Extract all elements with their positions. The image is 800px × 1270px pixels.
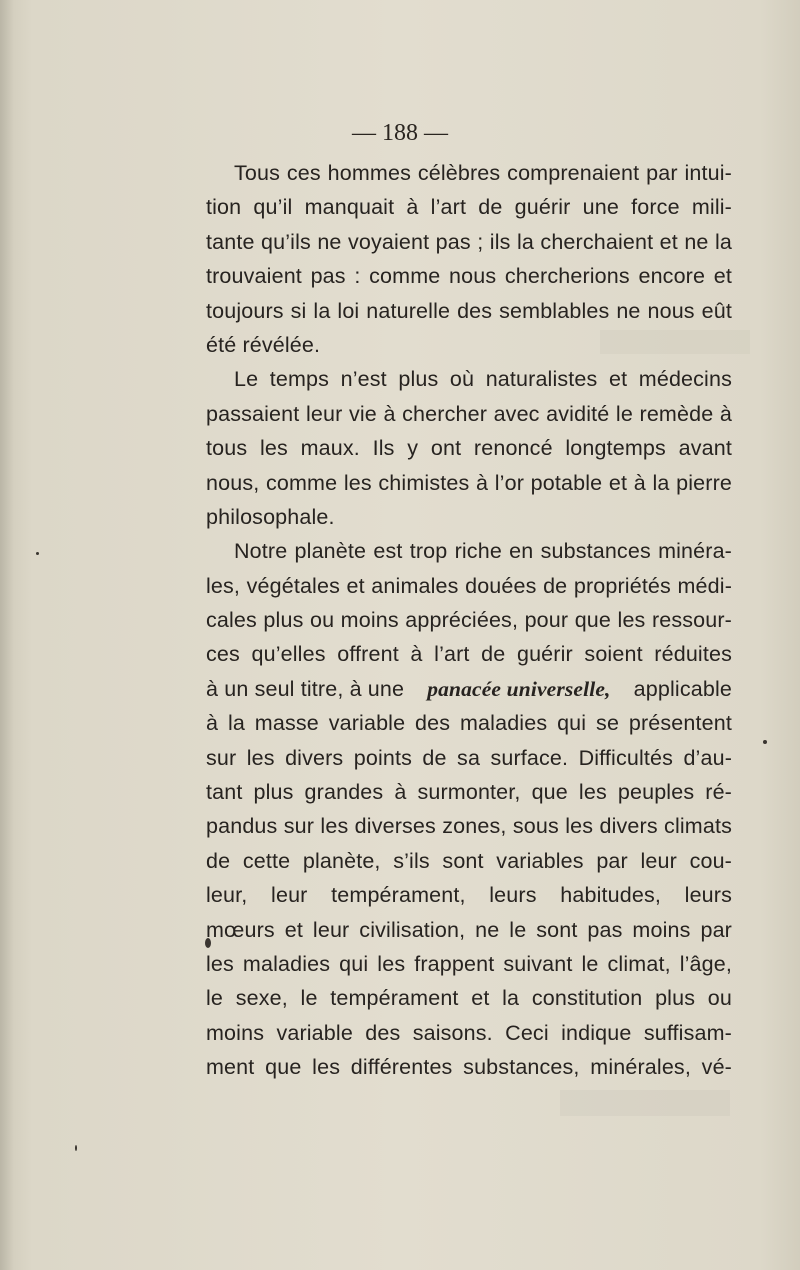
text-line: les, végétales et animales douées de propriétés médi- bbox=[206, 573, 732, 598]
text-line: tion qu’il manquait à l’art de guérir une force mili- bbox=[206, 195, 732, 220]
text-line: moins variable des saisons. Ceci indique suffisam- bbox=[206, 1020, 732, 1045]
text-line: été révélée. bbox=[206, 332, 321, 357]
text-line: de cette planète, s’ils sont variables par leur cou- bbox=[206, 848, 732, 873]
ink-speck bbox=[75, 1145, 77, 1151]
text-line: ment que les différentes substances, minérales, vé- bbox=[206, 1055, 732, 1080]
text-line: les maladies qui les frappent suivant le climat, l’âge, bbox=[206, 951, 732, 976]
text-line: Le temps n’est plus où naturalistes et médecins bbox=[234, 367, 732, 392]
text-line: tante qu’ils ne voyaient pas ; ils la cherchaient et ne la bbox=[206, 229, 732, 254]
text-run: applicable bbox=[633, 676, 732, 701]
text-run: à un seul titre, à une bbox=[206, 676, 405, 701]
italic-phrase: panacée universelle, bbox=[427, 676, 611, 701]
ink-speck bbox=[36, 552, 39, 555]
text-line: cales plus ou moins appréciées, pour que les ressour- bbox=[206, 608, 732, 633]
text-line: toujours si la loi naturelle des semblables ne nous eût bbox=[206, 298, 732, 323]
text-line: ces qu’elles offrent à l’art de guérir soient réduites bbox=[206, 642, 732, 667]
text-line: passaient leur vie à chercher avec avidité le remède à bbox=[206, 401, 732, 426]
page-gutter-shadow bbox=[0, 0, 14, 1270]
text-line: nous, comme les chimistes à l’or potable et à la pierre bbox=[206, 470, 732, 495]
text-line: le sexe, le tempérament et la constitution plus ou bbox=[206, 986, 732, 1011]
text-line: Notre planète est trop riche en substances minéra- bbox=[234, 539, 732, 564]
text-line: à la masse variable des maladies qui se présentent bbox=[206, 711, 732, 736]
text-line: sur les divers points de sa surface. Difficultés d’au- bbox=[206, 745, 732, 770]
text-line: pandus sur les diverses zones, sous les divers climats bbox=[206, 814, 732, 839]
text-line: mœurs et leur civilisation, ne le sont pas moins par bbox=[206, 917, 732, 942]
text-line: tant plus grandes à surmonter, que les peuples ré- bbox=[206, 780, 732, 805]
text-line: philosophale. bbox=[206, 504, 335, 529]
text-line: tous les maux. Ils y ont renoncé longtemps avant bbox=[206, 436, 732, 461]
text-line: trouvaient pas : comme nous chercherions encore et bbox=[206, 264, 732, 289]
text-line: Tous ces hommes célèbres comprenaient par intui- bbox=[234, 161, 732, 185]
text-line: leur, leur tempérament, leurs habitudes, leurs bbox=[206, 883, 732, 908]
show-through-mark bbox=[560, 1090, 730, 1116]
ink-speck bbox=[763, 740, 767, 744]
body-text bbox=[206, 156, 732, 1085]
page-number: — 188 — bbox=[352, 120, 448, 146]
text-line bbox=[206, 672, 732, 706]
